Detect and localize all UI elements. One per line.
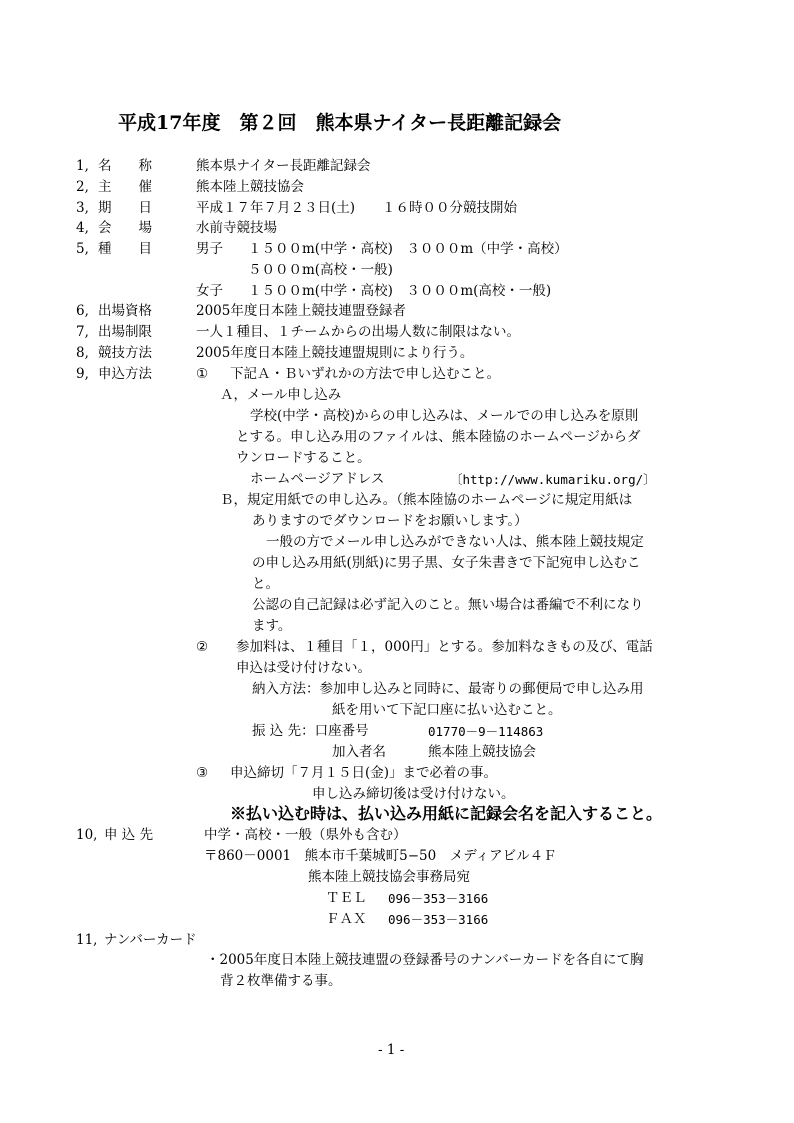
item-value-organizer: 熊本陸上競技協会 <box>196 179 304 195</box>
method-b-line: ありますのでダウンロードをお願いします。） <box>252 513 528 529</box>
payment-method-line: 納入方法：参加申し込みと同時に、最寄りの郵便局で申し込み用 <box>252 681 644 697</box>
account-number: 01770－9－114863 <box>428 724 544 739</box>
fee-line: 参加料は、１種目「１，000円」とする。参加料なきもの及び、電話 <box>236 639 653 655</box>
circle-3: ③ <box>196 765 209 781</box>
item-number: 4, <box>76 220 89 236</box>
payment-note: ※払い込む時は、払い込み用紙に記録会名を記入すること。 <box>230 804 663 823</box>
method-b-line: ます。 <box>252 618 292 634</box>
item-value-date: 平成１７年７月２３日(土) １６時００分競技開始 <box>196 200 518 216</box>
circle-2: ② <box>196 639 209 655</box>
page-title: 平成17年度 第２回 熊本県ナイター長距離記録会 <box>118 112 562 134</box>
item-label-limit: 出場制限 <box>98 324 152 340</box>
method-b-line: の申し込み用紙(別紙)に男子黒、女子朱書きで下記宛申し込むこ <box>252 555 641 571</box>
women-events-line: １５００m(中学・高校) ３０００m(高校・一般) <box>248 283 552 299</box>
application-intro: 下記Ａ・Ｂいずれかの方法で申し込むこと。 <box>230 366 500 382</box>
holder-label: 加入者名 <box>332 744 386 760</box>
method-b-heading: Ｂ，規定用紙での申し込み。（熊本陸協のホームページに規定用紙は <box>220 492 633 508</box>
men-label: 男子 <box>196 241 223 257</box>
men-events-line1: １５００m(中学・高校) ３０００m（中学・高校） <box>248 241 568 257</box>
fee-line: 申込は受け付けない。 <box>236 660 371 676</box>
women-label: 女子 <box>196 283 223 299</box>
deadline-line: 申込締切「７月１５日(金)」まで必着の事。 <box>230 765 498 781</box>
item-value-rules: 2005年度日本陸上競技連盟規則により行う。 <box>196 345 474 361</box>
circle-1: ① <box>196 366 209 382</box>
method-b-line: と。 <box>252 576 279 592</box>
item-number: 6, <box>76 303 89 319</box>
holder-name: 熊本陸上競技協会 <box>428 744 536 760</box>
destination-address: 〒860－0001 熊本市千葉城町5−50 メディアビル４Ｆ <box>204 848 557 864</box>
method-a-heading: Ａ，メール申し込み <box>220 387 342 403</box>
item-label-venue: 会 場 <box>98 220 152 236</box>
method-a-line: ウンロードすること。 <box>236 450 371 466</box>
item-number: 3, <box>76 200 89 216</box>
item-number: 8, <box>76 345 89 361</box>
item-label-number-card: ナンバーカード <box>104 932 197 948</box>
payment-method-line: 紙を用いて下記口座に払い込むこと。 <box>332 702 562 718</box>
item-label-events: 種 目 <box>98 241 152 257</box>
item-label-date: 期 日 <box>98 200 152 216</box>
homepage-label: ホームページアドレス <box>250 471 385 487</box>
number-card-line: 背２枚準備する事。 <box>220 973 342 989</box>
item-number: 9, <box>76 366 89 382</box>
homepage-url[interactable]: 〔http://www.kumariku.org/〕 <box>450 472 656 487</box>
item-number: 1, <box>76 158 89 174</box>
item-number: 10, <box>76 827 98 843</box>
method-a-line: 学校(中学・高校)からの申し込みは、メールでの申し込みを原則 <box>250 408 639 424</box>
transfer-label: 振 込 先：口座番号 <box>252 723 369 739</box>
item-label-organizer: 主 催 <box>98 179 152 195</box>
item-number: 2, <box>76 179 89 195</box>
item-label-rules: 競技方法 <box>98 345 152 361</box>
item-value-eligibility: 2005年度日本陸上競技連盟登録者 <box>196 303 406 319</box>
tel-label: ＴＥＬ <box>326 890 367 906</box>
men-events-line2: ５０００m(高校・一般) <box>248 262 393 278</box>
tel-number: 096－353－3166 <box>388 891 489 906</box>
item-label-application: 申込方法 <box>98 366 152 382</box>
item-label-destination: 申 込 先 <box>104 827 154 843</box>
item-number: 7, <box>76 324 89 340</box>
method-b-line: 一般の方でメール申し込みができない人は、熊本陸上競技規定 <box>266 534 644 550</box>
fax-label: ＦＡＸ <box>326 911 367 927</box>
deadline-line: 申し込み締切後は受け付けない。 <box>312 786 515 802</box>
item-label-eligibility: 出場資格 <box>98 303 152 319</box>
item-value-venue: 水前寺競技場 <box>196 220 277 236</box>
method-b-line: 公認の自己記録は必ず記入のこと。無い場合は番編で不利になり <box>252 597 644 613</box>
destination-scope: 中学・高校・一般（県外も含む） <box>204 827 407 843</box>
item-value-name: 熊本県ナイター長距離記録会 <box>196 158 371 174</box>
number-card-line: ・2005年度日本陸上競技連盟の登録番号のナンバーカードを各自にて胸 <box>206 952 644 968</box>
item-number: 11, <box>76 932 98 948</box>
item-value-limit: 一人１種目、１チームからの出場人数に制限はない。 <box>196 324 520 340</box>
page-number: - 1 - <box>378 1042 405 1058</box>
method-a-line: とする。申し込み用のファイルは、熊本陸協のホームページからダ <box>236 429 641 445</box>
destination-office: 熊本陸上競技協会事務局宛 <box>308 869 470 885</box>
item-label-name: 名 称 <box>98 158 152 174</box>
item-number: 5, <box>76 241 89 257</box>
fax-number: 096－353－3166 <box>388 912 489 927</box>
